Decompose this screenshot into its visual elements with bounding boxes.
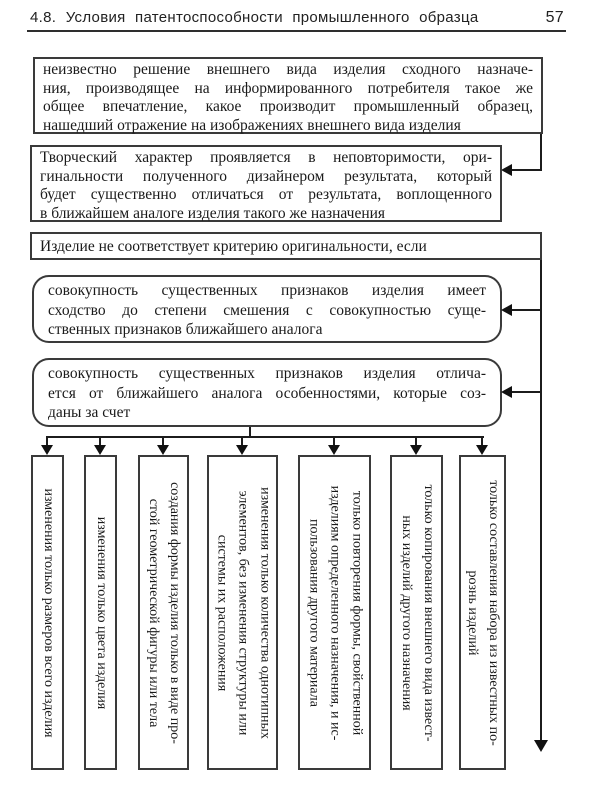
connector-vertical-box1-box2 <box>540 134 542 170</box>
box-originality-criterion <box>30 232 542 260</box>
running-head <box>30 9 566 26</box>
text-line: ется от ближайшего аналога особенностями, которые соз- <box>48 384 486 402</box>
leaf-text-line: стой геометрической фигуры или тела <box>145 498 161 727</box>
leaf-box-color-change <box>84 455 117 770</box>
connector-distribution-line <box>46 436 484 438</box>
text-line: нашедший отражение на изображениях внешнего вида изделия <box>43 116 461 134</box>
leaf-text-line: создания формы изделия только в виде про- <box>166 481 182 744</box>
text-line: сходство до степени смешения с совокупностью суще- <box>48 301 486 319</box>
arrowhead-leaf-2-icon <box>94 445 106 455</box>
leaf-text-line: только повторения формы, свойственной <box>348 490 364 735</box>
text-line: ственных признаков ближайшего аналога <box>48 321 323 338</box>
arrowhead-into-creative-box-icon <box>501 164 512 176</box>
leaf-text-line: только копирования внешнего вида извест- <box>420 483 436 742</box>
connector-horizontal-difference <box>511 391 542 393</box>
arrowhead-leaf-3-icon <box>157 445 169 455</box>
arrowhead-into-difference-box-icon <box>501 386 512 398</box>
page-title: Условия патентоспособности промышленного образца <box>65 9 479 26</box>
text-line: будет существенно отличаться от результата, воплощенного <box>40 186 492 204</box>
leaf-box-size-change <box>31 455 64 770</box>
leaf-text-line: только составления набора из известных по- <box>485 479 501 746</box>
text-line: общее впечатление, какое производит промышленный образец, <box>43 98 533 116</box>
box-creative-character <box>30 145 502 222</box>
connector-horizontal-similarity <box>511 309 542 311</box>
text-line: Изделие не соответствует критерию оригинальности, если <box>40 238 427 255</box>
leaf-text-line: изделиям определенного назначения, и ис- <box>327 485 343 740</box>
leaf-text-line: изменения только размеров всего изделия <box>40 487 56 737</box>
leaf-box-copying-known-products <box>390 455 443 770</box>
rounded-box-similarity <box>32 275 502 343</box>
arrowhead-into-similarity-box-icon <box>501 304 512 316</box>
arrowhead-leaf-5-icon <box>328 445 340 455</box>
section-number: 4.8. <box>30 9 57 26</box>
leaf-text-line: рознь изделий <box>464 570 480 655</box>
arrowhead-leaf-1-icon <box>41 445 53 455</box>
text-line: Творческий характер проявляется в неповторимости, ори- <box>40 149 492 166</box>
connector-horizontal-box1-box2 <box>510 169 542 171</box>
arrowhead-bottom-continuation-icon <box>534 740 548 752</box>
text-line: в ближайшем аналоге изделия такого же назначения <box>40 204 386 222</box>
leaf-box-quantity-of-elements <box>207 455 278 770</box>
text-line: гинальности полученного дизайнером результата, который <box>40 167 492 185</box>
leaf-box-form-repetition-other-material <box>298 455 371 770</box>
box-unknown-solution <box>33 57 543 134</box>
leaf-box-set-of-known-products <box>459 455 506 770</box>
leaf-text-line: элементов, без изменения структуры или <box>235 490 251 735</box>
leaf-text-line: ных изделий другого назначения <box>398 514 414 711</box>
text-line: совокупность существенных признаков изделия отлича- <box>48 365 486 382</box>
connector-right-margin-line <box>540 260 542 741</box>
leaf-text-line: изменения только цвета изделия <box>93 516 109 709</box>
text-line: даны за счет <box>48 404 131 421</box>
arrowhead-leaf-4-icon <box>236 445 248 455</box>
text-line: неизвестно решение внешнего вида изделия сходного назначе- <box>43 61 533 78</box>
text-line: совокупность существенных признаков изделия имеет <box>48 282 486 299</box>
rounded-box-difference <box>32 358 502 427</box>
header-rule <box>27 30 566 32</box>
leaf-box-simple-geometric-shape <box>138 455 189 770</box>
text-line: ния, производящее на информированного потребителя такое же <box>43 79 533 97</box>
leaf-text-line: изменения только количества однотипных <box>256 486 272 739</box>
leaf-text-line: системы их расположения <box>213 534 229 691</box>
arrowhead-leaf-6-icon <box>410 445 422 455</box>
arrowhead-leaf-7-icon <box>476 445 488 455</box>
leaf-text-line: пользования другого материала <box>305 518 321 707</box>
page-number: 57 <box>545 9 564 26</box>
